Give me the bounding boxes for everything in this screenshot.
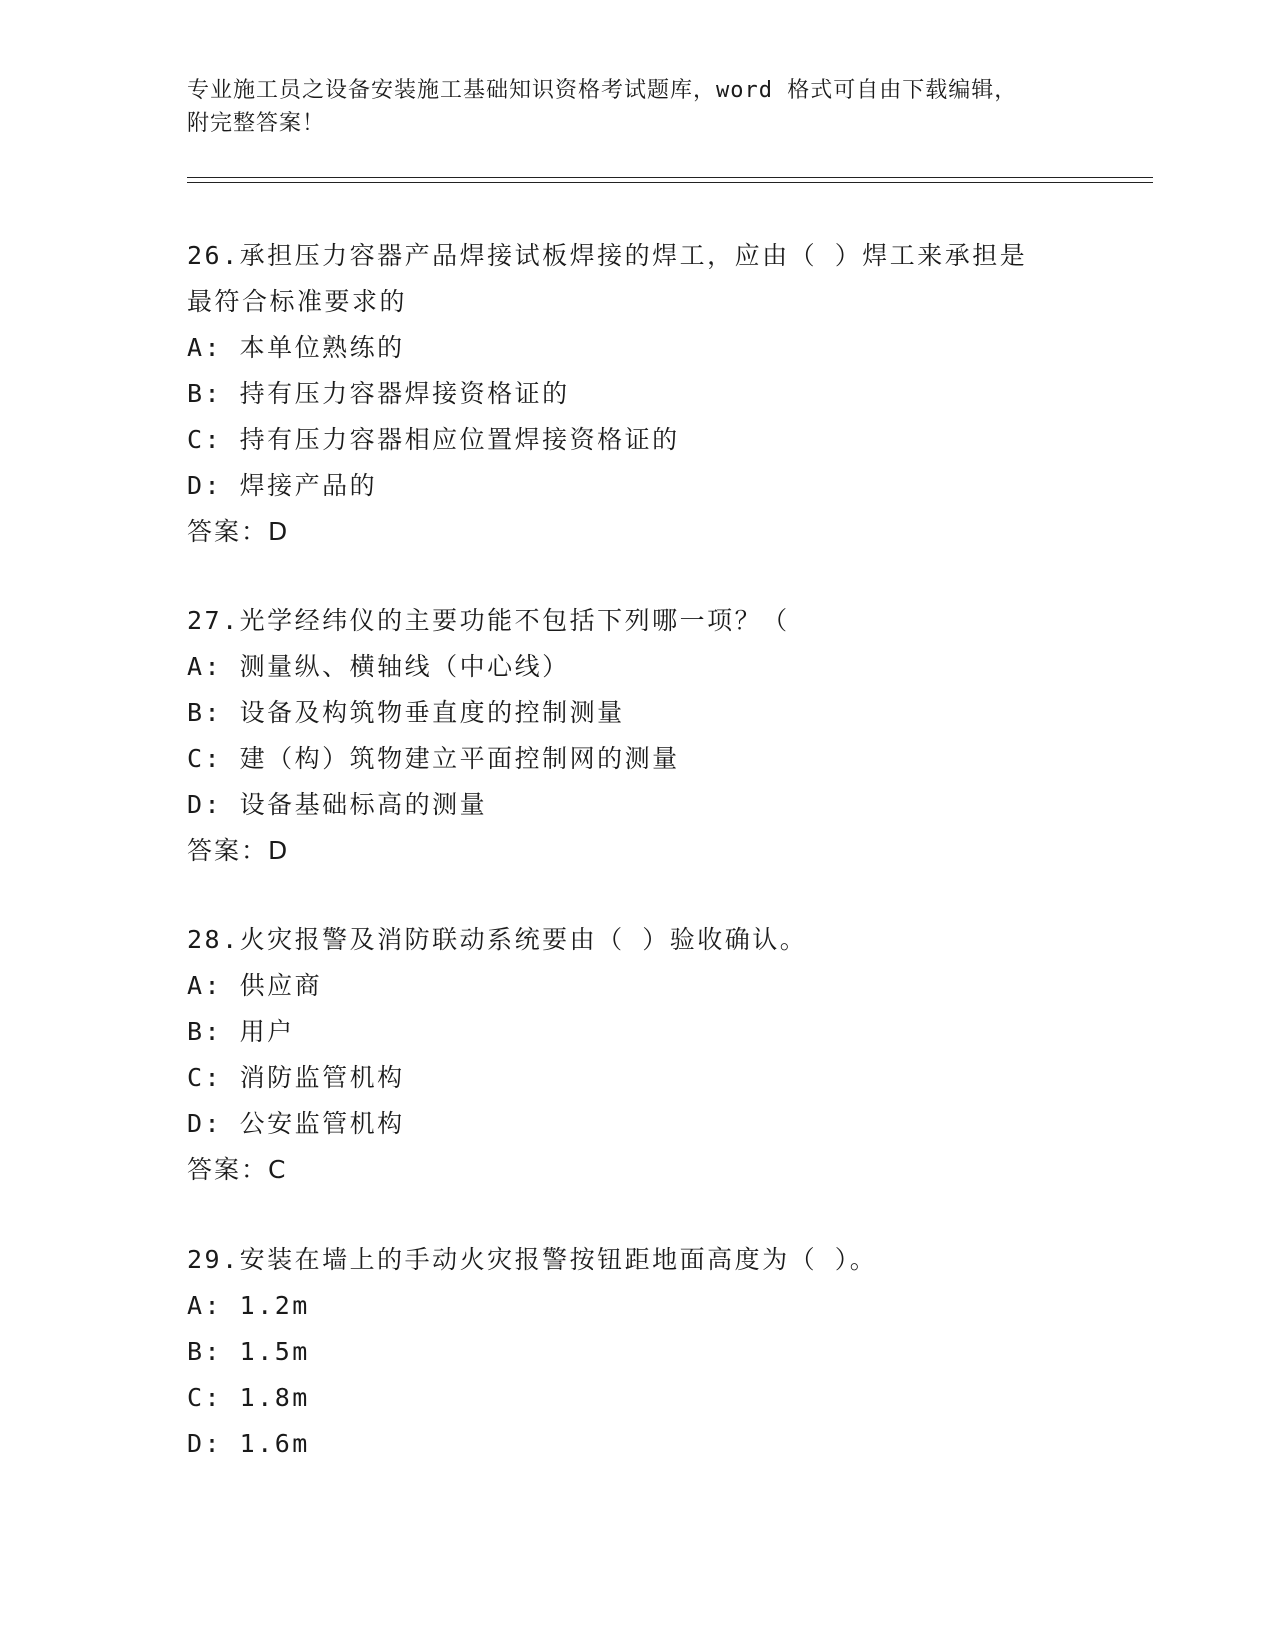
option-a: A: 1.2m: [187, 1291, 310, 1320]
answer-line: 答案：D: [187, 836, 290, 865]
option-a: A: 测量纵、横轴线（中心线）: [187, 652, 570, 681]
option-d: D: 设备基础标高的测量: [187, 790, 488, 819]
question-stem-line: 26.承担压力容器产品焊接试板焊接的焊工，应由（ ）焊工来承担是: [187, 241, 1028, 270]
header-line-2: 附完整答案！: [187, 111, 326, 136]
answer-line: 答案：C: [187, 1155, 288, 1184]
option-a: A: 本单位熟练的: [187, 333, 405, 362]
option-c: C: 持有压力容器相应位置焊接资格证的: [187, 425, 680, 454]
document-header: [187, 74, 1087, 140]
option-a: A: 供应商: [187, 971, 323, 1000]
option-d: D: 1.6m: [187, 1429, 310, 1458]
option-c: C: 建（构）筑物建立平面控制网的测量: [187, 744, 680, 773]
option-d: D: 焊接产品的: [187, 471, 378, 500]
option-b: B: 设备及构筑物垂直度的控制测量: [187, 698, 625, 727]
option-d: D: 公安监管机构: [187, 1109, 405, 1138]
question-stem-line: 27.光学经纬仪的主要功能不包括下列哪一项？（: [187, 606, 790, 635]
header-divider-bottom: [187, 182, 1153, 183]
header-line-1: 专业施工员之设备安装施工基础知识资格考试题库，word 格式可自由下载编辑，: [187, 78, 1018, 103]
option-b: B: 持有压力容器焊接资格证的: [187, 379, 570, 408]
header-divider-top: [187, 177, 1153, 178]
question-stem-line: 28.火灾报警及消防联动系统要由（ ）验收确认。: [187, 925, 808, 954]
option-b: B: 1.5m: [187, 1337, 310, 1366]
option-c: C: 1.8m: [187, 1383, 310, 1412]
question-29: [187, 1237, 1147, 1467]
answer-line: 答案：D: [187, 517, 290, 546]
question-stem-line: 最符合标准要求的: [187, 287, 408, 316]
question-26: [187, 233, 1147, 555]
question-27: [187, 598, 1147, 874]
option-c: C: 消防监管机构: [187, 1063, 405, 1092]
question-stem-line: 29.安装在墙上的手动火灾报警按钮距地面高度为（ ）。: [187, 1245, 878, 1274]
option-b: B: 用户: [187, 1017, 295, 1046]
question-28: [187, 917, 1147, 1193]
